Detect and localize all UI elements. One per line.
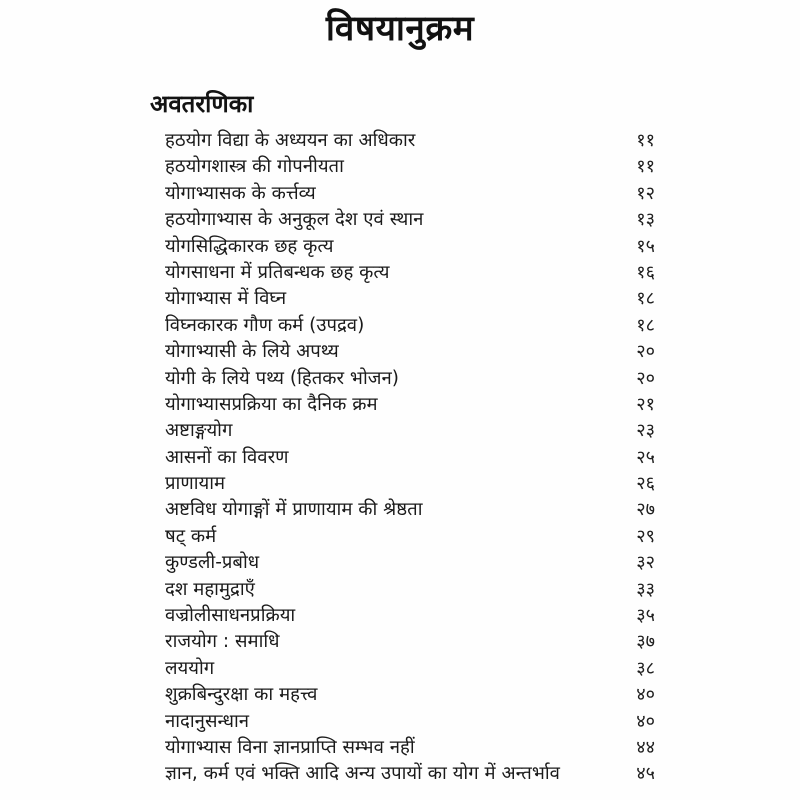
toc-entry-label: योगसाधना में प्रतिबन्धक छह कृत्य	[165, 261, 390, 283]
toc-entry-page-number: ४४	[636, 736, 655, 758]
toc-entry	[165, 154, 655, 180]
toc-entry	[165, 735, 655, 761]
toc-entry-label: वज्रोलीसाधनप्रक्रिया	[165, 605, 296, 627]
toc-entry-page-number: २६	[636, 473, 655, 495]
toc-entry	[165, 418, 655, 444]
toc-entry-page-number: २७	[636, 499, 655, 521]
toc-entry-label: योगाभ्यास विना ज्ञानप्राप्ति सम्भव नहीं	[165, 736, 415, 758]
toc-entry-page-number: १८	[636, 288, 655, 310]
toc-entry	[165, 550, 655, 576]
toc-entry	[165, 524, 655, 550]
toc-entry-page-number: ३३	[636, 578, 655, 600]
toc-entry-page-number: १५	[636, 235, 655, 257]
toc-entry	[165, 629, 655, 655]
toc-entry	[165, 497, 655, 523]
toc-entry	[165, 207, 655, 233]
page-title: विषयानुक्रम	[325, 9, 475, 49]
toc-entry-page-number: २१	[636, 393, 655, 415]
toc-entry	[165, 471, 655, 497]
toc-entry-page-number: १८	[636, 314, 655, 336]
toc-entry-label: योगसिद्धिकारक छह कृत्य	[165, 235, 334, 257]
toc-entry-label: नादानुसन्धान	[165, 710, 250, 732]
toc-entry-label: हठयोग विद्या के अध्ययन का अधिकार	[165, 130, 416, 151]
toc-entry-label: योगाभ्यासक के कर्त्तव्य	[165, 182, 316, 204]
toc-entry	[165, 234, 655, 260]
toc-entry	[165, 286, 655, 312]
toc-entry-page-number: ११	[636, 156, 655, 178]
toc-entry-page-number: २५	[636, 446, 655, 468]
toc-entry	[165, 260, 655, 286]
toc-entry	[165, 445, 655, 471]
toc-entry	[165, 656, 655, 682]
toc-list	[165, 128, 655, 788]
toc-entry-page-number: १६	[636, 261, 655, 283]
toc-entry-label: योगाभ्यास में विघ्न	[165, 288, 287, 310]
toc-entry-label: राजयोग : समाधि	[165, 631, 280, 653]
toc-entry-page-number: ३७	[636, 631, 655, 653]
section-heading: अवतरणिका	[150, 90, 254, 118]
toc-entry-label: दश महामुद्राएँ	[165, 578, 255, 600]
toc-entry-page-number: १२	[636, 182, 655, 204]
toc-entry	[165, 603, 655, 629]
toc-entry	[165, 339, 655, 365]
toc-entry-page-number: २३	[636, 420, 655, 442]
toc-entry-label: षट् कर्म	[165, 525, 217, 547]
toc-entry-label: ज्ञान, कर्म एवं भक्ति आदि अन्य उपायों का योग में अन्तर्भाव	[165, 763, 560, 785]
toc-entry	[165, 392, 655, 418]
toc-entry-label: शुक्रबिन्दुरक्षा का महत्त्व	[165, 684, 318, 706]
toc-entry-page-number: २०	[636, 367, 655, 389]
toc-entry-label: योगी के लिये पथ्य (हितकर भोजन)	[165, 367, 399, 389]
toc-entry-label: हठयोगशास्त्र की गोपनीयता	[165, 156, 344, 178]
toc-entry-page-number: १३	[636, 209, 655, 231]
toc-entry-label: अष्टाङ्गयोग	[165, 420, 233, 442]
toc-entry	[165, 181, 655, 207]
toc-entry-label: प्राणायाम	[165, 473, 226, 495]
toc-entry-page-number: २९	[636, 525, 655, 547]
toc-entry-label: अष्टविध योगाङ्गों में प्राणायाम की श्रेष्ठता	[165, 499, 423, 521]
toc-entry	[165, 709, 655, 735]
toc-entry-label: योगाभ्यासप्रक्रिया का दैनिक क्रम	[165, 393, 378, 415]
toc-entry-page-number: ३२	[636, 552, 655, 574]
toc-entry	[165, 128, 655, 154]
toc-entry-page-number: ३८	[636, 657, 655, 679]
toc-entry-page-number: ११	[636, 130, 655, 151]
toc-entry-label: हठयोगाभ्यास के अनुकूल देश एवं स्थान	[165, 209, 424, 231]
toc-entry	[165, 577, 655, 603]
toc-entry-label: लययोग	[165, 657, 215, 679]
toc-entry-label: विघ्नकारक गौण कर्म (उपद्रव)	[165, 314, 365, 336]
toc-entry	[165, 761, 655, 787]
toc-entry-page-number: ४०	[636, 710, 655, 732]
toc-entry-page-number: ४५	[636, 763, 655, 785]
toc-entry	[165, 366, 655, 392]
toc-entry-page-number: ३५	[636, 605, 655, 627]
toc-entry	[165, 313, 655, 339]
toc-entry	[165, 682, 655, 708]
toc-entry-label: योगाभ्यासी के लिये अपथ्य	[165, 341, 339, 363]
toc-entry-label: कुण्डली-प्रबोध	[165, 552, 260, 574]
toc-entry-page-number: ४०	[636, 684, 655, 706]
toc-entry-label: आसनों का विवरण	[165, 446, 289, 468]
toc-entry-page-number: २०	[636, 341, 655, 363]
